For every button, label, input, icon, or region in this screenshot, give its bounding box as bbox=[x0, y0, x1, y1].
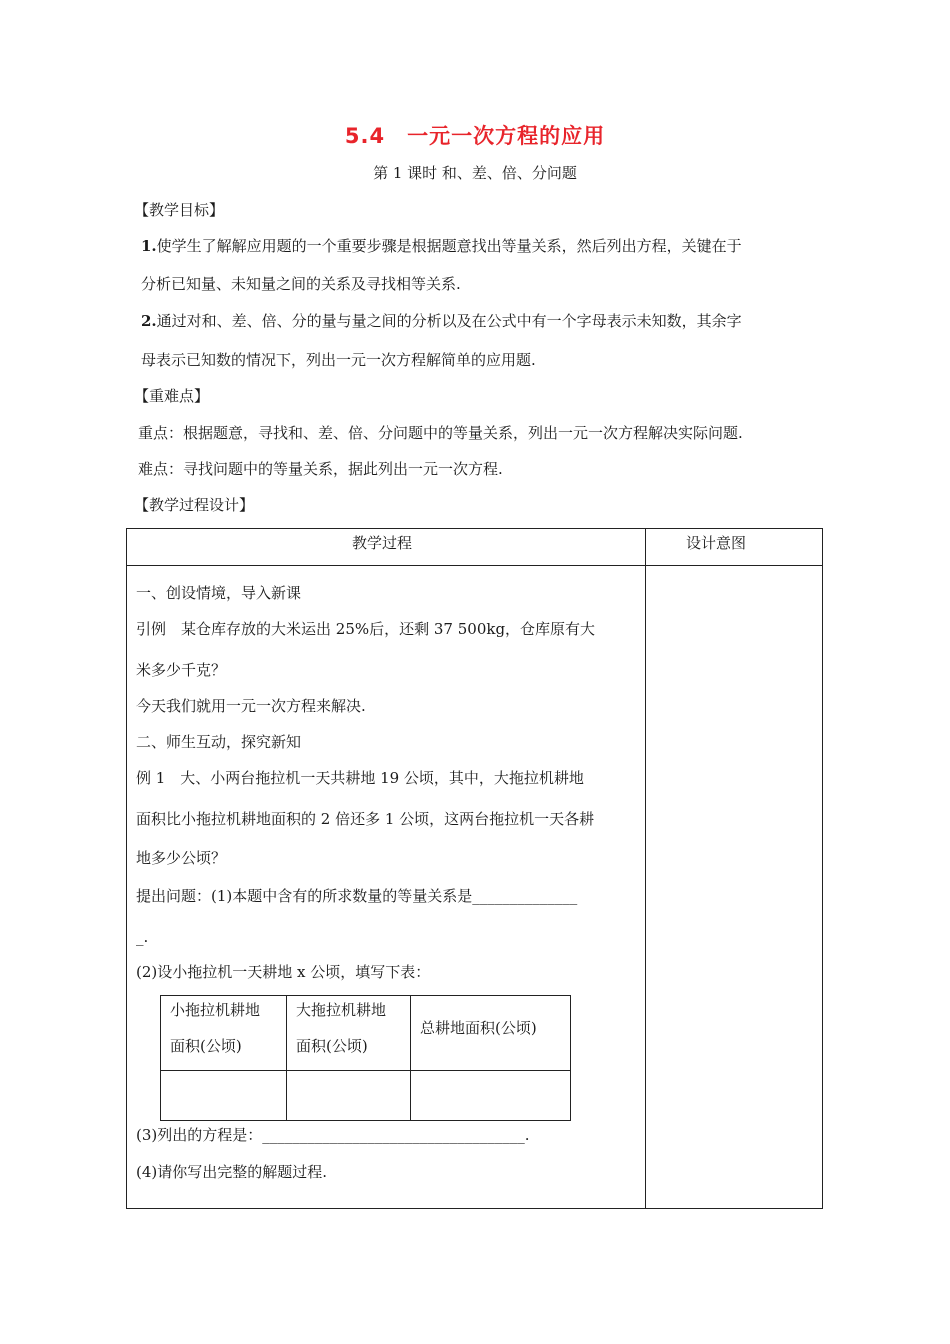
table-line: 引例 某仓库存放的大米运出 25%后，还剩 37 500kg，仓库原有大 bbox=[136, 620, 596, 638]
table-line: 二、师生互动，探究新知 bbox=[136, 733, 302, 751]
table-line: 面积比小拖拉机耕地面积的 2 倍还多 1 公顷，这两台拖拉机一天各耕 bbox=[136, 810, 595, 828]
table-line: (3)列出的方程是：___________________________________. bbox=[136, 1126, 530, 1144]
page-subtitle: 第 1 课时 和、差、倍、分问题 bbox=[373, 164, 577, 182]
table-header-divider bbox=[126, 565, 823, 566]
table-line: 米多少千克？ bbox=[136, 661, 227, 679]
objective-2-text: 通过对和、差、倍、分的量与量之间的分析以及在公式中有一个字母表示未知数，其余字 bbox=[156, 312, 742, 330]
fill-in-table-divider bbox=[410, 995, 411, 1121]
objective-1-line-1 bbox=[141, 235, 742, 257]
fill-in-header-large: 大拖拉机耕地 bbox=[296, 1001, 387, 1019]
fill-in-header-total: 总耕地面积(公顷) bbox=[420, 1019, 537, 1037]
objective-2-number: 2. bbox=[141, 312, 157, 330]
page-title: 5.4 一元一次方程的应用 bbox=[344, 124, 606, 148]
table-line: 一、创设情境，导入新课 bbox=[136, 584, 302, 602]
table-line: 今天我们就用一元一次方程来解决. bbox=[136, 697, 366, 715]
table-line: 地多少公顷？ bbox=[136, 849, 227, 867]
objective-1-line-2: 分析已知量、未知量之间的关系及寻找相等关系. bbox=[141, 275, 461, 293]
keypoint-line: 重点：根据题意，寻找和、差、倍、分问题中的等量关系，列出一元一次方程解决实际问题. bbox=[138, 424, 743, 442]
objective-1-number: 1. bbox=[141, 237, 157, 255]
fill-in-table-divider bbox=[286, 995, 287, 1121]
table-line: 提出问题：(1)本题中含有的所求数量的等量关系是______________ bbox=[136, 887, 578, 905]
table-header-process: 教学过程 bbox=[352, 534, 413, 552]
objective-2-line-2: 母表示已知数的情况下，列出一元一次方程解简单的应用题. bbox=[141, 351, 536, 369]
difficulty-line: 难点：寻找问题中的等量关系，据此列出一元一次方程. bbox=[138, 460, 503, 478]
table-line: (2)设小拖拉机一天耕地 x 公顷，填写下表： bbox=[136, 963, 431, 981]
table-line: 例 1 大、小两台拖拉机一天共耕地 19 公顷，其中，大拖拉机耕地 bbox=[136, 769, 584, 787]
objectives-heading: 【教学目标】 bbox=[134, 201, 225, 219]
table-line: _. bbox=[136, 928, 149, 946]
objective-2-line-1 bbox=[141, 310, 742, 332]
keypoints-heading: 【重难点】 bbox=[134, 387, 210, 405]
table-line: (4)请你写出完整的解题过程. bbox=[136, 1163, 328, 1181]
fill-in-header-large-unit: 面积(公顷) bbox=[296, 1037, 368, 1055]
fill-in-table-row-divider bbox=[160, 1070, 571, 1071]
objective-1-text: 使学生了解解应用题的一个重要步骤是根据题意找出等量关系，然后列出方程，关键在于 bbox=[156, 237, 742, 255]
table-header-design-intent: 设计意图 bbox=[686, 534, 747, 552]
fill-in-header-small-unit: 面积(公顷) bbox=[170, 1037, 242, 1055]
process-heading: 【教学过程设计】 bbox=[134, 496, 255, 514]
table-column-divider bbox=[645, 528, 646, 1209]
fill-in-header-small: 小拖拉机耕地 bbox=[170, 1001, 261, 1019]
